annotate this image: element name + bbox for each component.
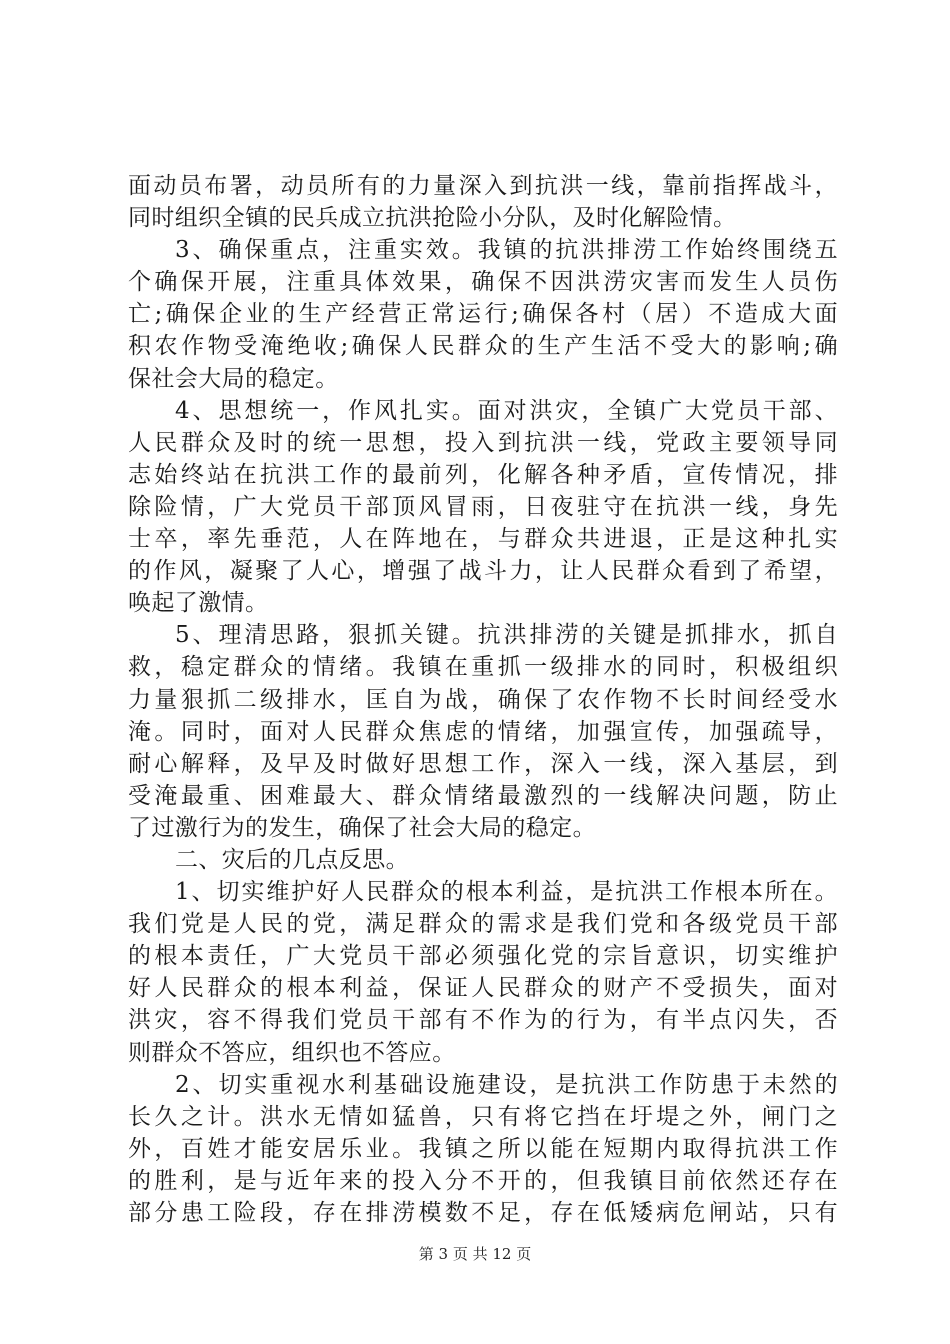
- page-footer: 第 3 页 共 12 页: [418, 1245, 532, 1263]
- text-line: 除险情，广大党员干部顶风冒雨，日夜驻守在抗洪一线，身先: [128, 493, 838, 520]
- text-line: 面动员布署，动员所有的力量深入到抗洪一线，靠前指挥战斗，: [128, 173, 838, 199]
- text-line: 2、切实重视水利基础设施建设，是抗洪工作防患于未然的: [175, 1071, 838, 1098]
- text-line: 4、思想统一，作风扎实。面对洪灾，全镇广大党员干部、: [175, 397, 838, 424]
- text-line: 好人民群众的根本利益，保证人民群众的财产不受损失，面对: [128, 975, 838, 1002]
- text-line: 淹。同时，面对人民群众焦虑的情绪，加强宣传，加强疏导，: [128, 718, 838, 745]
- text-line: 我们党是人民的党，满足群众的需求是我们党和各级党员干部: [128, 911, 838, 938]
- text-line: 的胜利，是与近年来的投入分不开的，但我镇目前依然还存在: [128, 1167, 838, 1194]
- text-line: 志始终站在抗洪工作的最前列，化解各种矛盾，宣传情况，排: [128, 461, 838, 488]
- text-line: 了过激行为的发生，确保了社会大局的稳定。: [128, 814, 596, 841]
- text-line: 外，百姓才能安居乐业。我镇之所以能在短期内取得抗洪工作: [128, 1135, 838, 1162]
- text-line: 救，稳定群众的情绪。我镇在重抓一级排水的同时，积极组织: [128, 654, 838, 681]
- text-line: 人民群众及时的统一思想，投入到抗洪一线，党政主要领导同: [128, 429, 838, 456]
- text-line: 耐心解释，及早及时做好思想工作，深入一线，深入基层，到: [128, 750, 838, 777]
- text-line: 部分患工险段，存在排涝模数不足，存在低矮病危闸站，只有: [128, 1200, 838, 1226]
- text-line: 力量狠抓二级排水，匡自为战，确保了农作物不长时间经受水: [128, 686, 838, 713]
- text-line: 长久之计。洪水无情如猛兽，只有将它挡在圩堤之外，闸门之: [128, 1103, 838, 1130]
- text-line: 的作风，凝聚了人心，增强了战斗力，让人民群众看到了希望，: [128, 558, 838, 585]
- text-line: 1、切实维护好人民群众的根本利益，是抗洪工作根本所在。: [175, 879, 838, 906]
- text-line: 个确保开展，注重具体效果，确保不因洪涝灾害而发生人员伤: [128, 269, 838, 296]
- text-line: 同时组织全镇的民兵成立抗洪抢险小分队，及时化解险情。: [128, 205, 737, 232]
- text-line: 积农作物受淹绝收;确保人民群众的生产生活不受大的影响;确: [128, 333, 838, 360]
- text-line: 亡;确保企业的生产经营正常运行;确保各村（居）不造成大面: [128, 301, 838, 328]
- text-line: 士卒，率先垂范，人在阵地在，与群众共进退，正是这种扎实: [128, 526, 838, 553]
- text-line: 5、理清思路，狠抓关键。抗洪排涝的关键是抓排水，抓自: [175, 622, 838, 649]
- text-line: 的根本责任，广大党员干部必须强化党的宗旨意识，切实维护: [128, 943, 838, 970]
- text-line: 受淹最重、困难最大、群众情绪最激烈的一线解决问题，防止: [128, 782, 838, 809]
- text-line: 3、确保重点，注重实效。我镇的抗洪排涝工作始终围绕五: [175, 237, 838, 264]
- text-line: 洪灾，容不得我们党员干部有不作为的行为，有半点闪失，否: [128, 1007, 838, 1034]
- document-body: [128, 170, 838, 1229]
- text-line: 唤起了激情。: [128, 590, 269, 617]
- text-line: 则群众不答应，组织也不答应。: [128, 1039, 456, 1066]
- text-line: 二、灾后的几点反思。: [175, 846, 409, 873]
- text-line: 保社会大局的稳定。: [128, 365, 339, 392]
